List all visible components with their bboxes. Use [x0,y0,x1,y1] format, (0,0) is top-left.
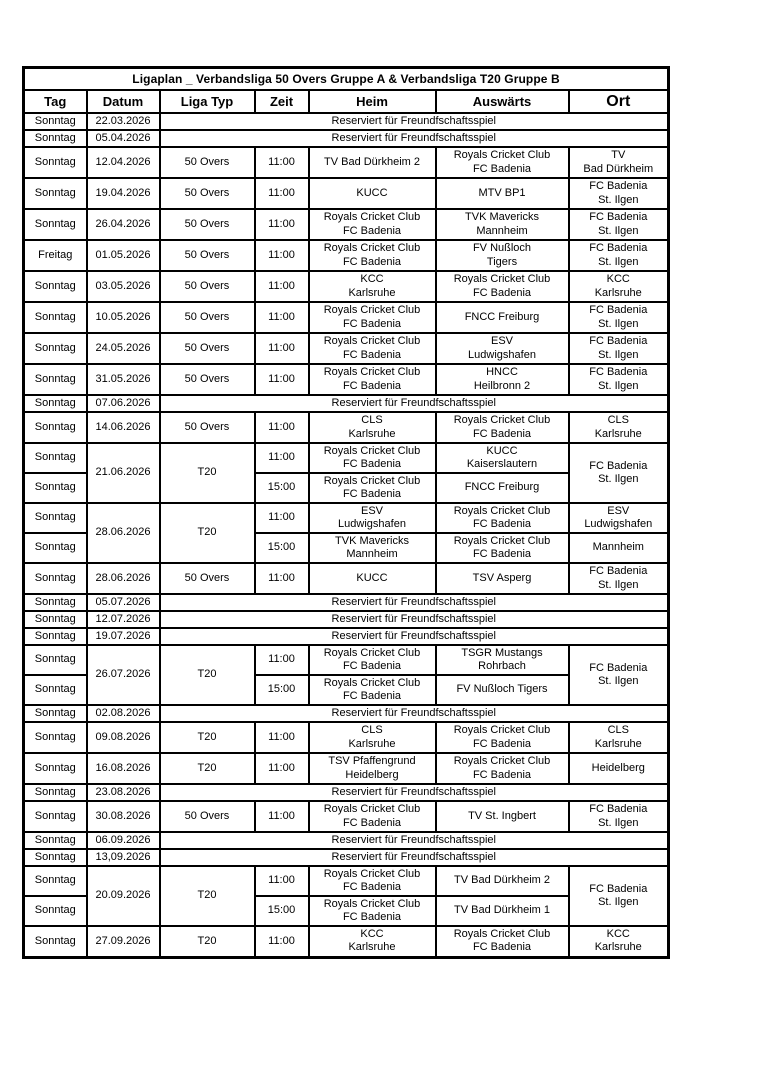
cell-auswaerts: MTV BP1 [436,178,569,209]
cell-datum: 21.06.2026 [87,443,160,503]
cell-datum: 22.03.2026 [87,113,160,130]
cell-datum: 28.06.2026 [87,503,160,563]
cell-tag: Sonntag [24,832,87,849]
table-row [24,240,669,271]
cell-heim: KCC Karlsruhe [309,271,436,302]
cell-heim: Royals Cricket Club FC Badenia [309,866,436,896]
cell-datum: 09.08.2026 [87,722,160,753]
reserved-row [24,611,669,628]
cell-zeit: 11:00 [255,722,309,753]
cell-auswaerts: TV Bad Dürkheim 1 [436,896,569,926]
cell-datum: 10.05.2026 [87,302,160,333]
cell-auswaerts: TV Bad Dürkheim 2 [436,866,569,896]
cell-tag: Sonntag [24,271,87,302]
reserved-row [24,849,669,866]
cell-zeit: 11:00 [255,866,309,896]
cell-zeit: 11:00 [255,333,309,364]
cell-zeit: 11:00 [255,926,309,957]
cell-ort: FC Badenia St. Ilgen [569,563,669,594]
cell-ort: KCC Karlsruhe [569,271,669,302]
cell-auswaerts: FNCC Freiburg [436,302,569,333]
cell-liga-typ: 50 Overs [160,209,255,240]
cell-datum: 01.05.2026 [87,240,160,271]
cell-auswaerts: Royals Cricket Club FC Badenia [436,753,569,784]
cell-tag: Sonntag [24,443,87,473]
cell-auswaerts: FV Nußloch Tigers [436,675,569,705]
cell-ort: KCC Karlsruhe [569,926,669,957]
cell-heim: TVK Mavericks Mannheim [309,533,436,563]
cell-auswaerts: Royals Cricket Club FC Badenia [436,722,569,753]
table-head [24,68,669,114]
cell-zeit: 11:00 [255,364,309,395]
cell-zeit: 11:00 [255,302,309,333]
cell-heim: Royals Cricket Club FC Badenia [309,302,436,333]
cell-datum: 27.09.2026 [87,926,160,957]
cell-heim: TSV Pfaffengrund Heidelberg [309,753,436,784]
cell-tag: Sonntag [24,753,87,784]
column-header-row [24,90,669,113]
cell-datum: 03.05.2026 [87,271,160,302]
cell-heim: Royals Cricket Club FC Badenia [309,801,436,832]
cell-tag: Sonntag [24,594,87,611]
cell-liga-typ: 50 Overs [160,333,255,364]
cell-heim: CLS Karlsruhe [309,722,436,753]
cell-auswaerts: KUCC Kaiserslautern [436,443,569,473]
cell-zeit: 11:00 [255,240,309,271]
table-title: Ligaplan _ Verbandsliga 50 Overs Gruppe A & Verbandsliga T20 Gruppe B [24,68,669,91]
col-header-zeit: Zeit [255,90,309,113]
cell-datum: 05.04.2026 [87,130,160,147]
cell-auswaerts: TSV Asperg [436,563,569,594]
cell-auswaerts: ESV Ludwigshafen [436,333,569,364]
cell-datum: 23.08.2026 [87,784,160,801]
cell-tag: Sonntag [24,302,87,333]
col-header-heim: Heim [309,90,436,113]
cell-datum: 02.08.2026 [87,705,160,722]
table-row [24,412,669,443]
reserved-note-cell: Reserviert für Freundfschaftsspiel [160,395,669,412]
cell-liga-typ: 50 Overs [160,271,255,302]
cell-liga-typ: T20 [160,722,255,753]
cell-tag: Sonntag [24,628,87,645]
cell-liga-typ: 50 Overs [160,801,255,832]
cell-tag: Sonntag [24,645,87,675]
cell-heim: TV Bad Dürkheim 2 [309,147,436,178]
schedule-body [24,113,669,957]
cell-ort: FC Badenia St. Ilgen [569,302,669,333]
cell-tag: Sonntag [24,533,87,563]
cell-ort: FC Badenia St. Ilgen [569,801,669,832]
reserved-note-cell: Reserviert für Freundfschaftsspiel [160,705,669,722]
cell-heim: Royals Cricket Club FC Badenia [309,240,436,271]
cell-heim: KCC Karlsruhe [309,926,436,957]
cell-tag: Sonntag [24,866,87,896]
cell-auswaerts: Royals Cricket Club FC Badenia [436,147,569,178]
cell-ort: Mannheim [569,533,669,563]
cell-datum: 19.04.2026 [87,178,160,209]
reserved-note-cell: Reserviert für Freundfschaftsspiel [160,594,669,611]
cell-datum: 28.06.2026 [87,563,160,594]
cell-heim: Royals Cricket Club FC Badenia [309,364,436,395]
cell-heim: Royals Cricket Club FC Badenia [309,675,436,705]
cell-datum: 20.09.2026 [87,866,160,926]
cell-liga-typ: 50 Overs [160,240,255,271]
cell-heim: KUCC [309,563,436,594]
cell-tag: Sonntag [24,113,87,130]
cell-zeit: 11:00 [255,645,309,675]
cell-datum: 19.07.2026 [87,628,160,645]
reserved-note-cell: Reserviert für Freundfschaftsspiel [160,130,669,147]
cell-auswaerts: TV St. Ingbert [436,801,569,832]
col-header-ort: Ort [569,90,669,113]
table-row [24,563,669,594]
reserved-row [24,594,669,611]
cell-zeit: 11:00 [255,503,309,533]
cell-zeit: 11:00 [255,412,309,443]
cell-tag: Sonntag [24,395,87,412]
cell-datum: 12.07.2026 [87,611,160,628]
cell-ort: FC Badenia St. Ilgen [569,333,669,364]
table-row [24,209,669,240]
cell-ort: Heidelberg [569,753,669,784]
cell-auswaerts: FV Nußloch Tigers [436,240,569,271]
col-header-auswaerts: Auswärts [436,90,569,113]
cell-tag: Sonntag [24,178,87,209]
table-row [24,364,669,395]
cell-ort: FC Badenia St. Ilgen [569,364,669,395]
table-row [24,926,669,957]
cell-auswaerts: HNCC Heilbronn 2 [436,364,569,395]
cell-liga-typ: T20 [160,753,255,784]
cell-zeit: 11:00 [255,178,309,209]
cell-tag: Sonntag [24,705,87,722]
reserved-note-cell: Reserviert für Freundfschaftsspiel [160,849,669,866]
cell-ort: CLS Karlsruhe [569,412,669,443]
cell-liga-typ: 50 Overs [160,412,255,443]
reserved-note-cell: Reserviert für Freundfschaftsspiel [160,611,669,628]
cell-datum: 06.09.2026 [87,832,160,849]
table-row [24,443,669,473]
cell-auswaerts: Royals Cricket Club FC Badenia [436,926,569,957]
cell-tag: Freitag [24,240,87,271]
cell-heim: Royals Cricket Club FC Badenia [309,896,436,926]
cell-heim: Royals Cricket Club FC Badenia [309,209,436,240]
cell-liga-typ: 50 Overs [160,178,255,209]
cell-zeit: 11:00 [255,753,309,784]
table-row [24,645,669,675]
cell-zeit: 11:00 [255,209,309,240]
cell-heim: KUCC [309,178,436,209]
cell-ort: FC Badenia St. Ilgen [569,443,669,503]
cell-zeit: 15:00 [255,473,309,503]
table-row [24,302,669,333]
cell-tag: Sonntag [24,364,87,395]
cell-tag: Sonntag [24,675,87,705]
cell-liga-typ: T20 [160,926,255,957]
table-row [24,722,669,753]
cell-liga-typ: 50 Overs [160,147,255,178]
cell-auswaerts: Royals Cricket Club FC Badenia [436,271,569,302]
cell-tag: Sonntag [24,722,87,753]
table-row [24,333,669,364]
table-row [24,866,669,896]
reserved-note-cell: Reserviert für Freundfschaftsspiel [160,832,669,849]
cell-liga-typ: T20 [160,443,255,503]
cell-tag: Sonntag [24,503,87,533]
reserved-row [24,832,669,849]
reserved-row [24,628,669,645]
reserved-note-cell: Reserviert für Freundfschaftsspiel [160,628,669,645]
cell-heim: Royals Cricket Club FC Badenia [309,473,436,503]
col-header-tag: Tag [24,90,87,113]
cell-auswaerts: Royals Cricket Club FC Badenia [436,533,569,563]
cell-ort: FC Badenia St. Ilgen [569,209,669,240]
cell-liga-typ: T20 [160,866,255,926]
cell-zeit: 15:00 [255,675,309,705]
table-row [24,178,669,209]
cell-datum: 12.04.2026 [87,147,160,178]
cell-datum: 24.05.2026 [87,333,160,364]
cell-zeit: 15:00 [255,533,309,563]
table-row [24,271,669,302]
cell-datum: 26.04.2026 [87,209,160,240]
cell-liga-typ: 50 Overs [160,364,255,395]
cell-auswaerts: Royals Cricket Club FC Badenia [436,412,569,443]
cell-liga-typ: 50 Overs [160,563,255,594]
cell-tag: Sonntag [24,849,87,866]
reserved-note-cell: Reserviert für Freundfschaftsspiel [160,113,669,130]
cell-zeit: 11:00 [255,147,309,178]
cell-tag: Sonntag [24,412,87,443]
reserved-row [24,705,669,722]
cell-heim: Royals Cricket Club FC Badenia [309,443,436,473]
cell-datum: 30.08.2026 [87,801,160,832]
cell-tag: Sonntag [24,563,87,594]
cell-heim: ESV Ludwigshafen [309,503,436,533]
reserved-row [24,130,669,147]
cell-heim: CLS Karlsruhe [309,412,436,443]
cell-auswaerts: FNCC Freiburg [436,473,569,503]
table-row [24,147,669,178]
cell-ort: CLS Karlsruhe [569,722,669,753]
cell-tag: Sonntag [24,801,87,832]
cell-ort: TV Bad Dürkheim [569,147,669,178]
ligaplan-table [22,66,670,959]
cell-ort: FC Badenia St. Ilgen [569,866,669,926]
cell-tag: Sonntag [24,209,87,240]
cell-datum: 26.07.2026 [87,645,160,705]
cell-datum: 31.05.2026 [87,364,160,395]
cell-tag: Sonntag [24,926,87,957]
col-header-liga-typ: Liga Typ [160,90,255,113]
cell-zeit: 11:00 [255,271,309,302]
cell-zeit: 15:00 [255,896,309,926]
cell-tag: Sonntag [24,784,87,801]
reserved-row [24,395,669,412]
cell-ort: ESV Ludwigshafen [569,503,669,533]
reserved-row [24,113,669,130]
table-row [24,503,669,533]
cell-heim: Royals Cricket Club FC Badenia [309,645,436,675]
cell-liga-typ: 50 Overs [160,302,255,333]
cell-datum: 16.08.2026 [87,753,160,784]
cell-datum: 07.06.2026 [87,395,160,412]
cell-liga-typ: T20 [160,503,255,563]
cell-datum: 14.06.2026 [87,412,160,443]
cell-tag: Sonntag [24,130,87,147]
cell-liga-typ: T20 [160,645,255,705]
reserved-note-cell: Reserviert für Freundfschaftsspiel [160,784,669,801]
cell-auswaerts: TSGR Mustangs Rohrbach [436,645,569,675]
cell-datum: 13,09.2026 [87,849,160,866]
table-row [24,801,669,832]
cell-auswaerts: TVK Mavericks Mannheim [436,209,569,240]
cell-auswaerts: Royals Cricket Club FC Badenia [436,503,569,533]
cell-datum: 05.07.2026 [87,594,160,611]
cell-tag: Sonntag [24,473,87,503]
cell-tag: Sonntag [24,147,87,178]
table-row [24,753,669,784]
cell-tag: Sonntag [24,896,87,926]
cell-ort: FC Badenia St. Ilgen [569,645,669,705]
cell-tag: Sonntag [24,611,87,628]
cell-zeit: 11:00 [255,443,309,473]
cell-zeit: 11:00 [255,801,309,832]
cell-heim: Royals Cricket Club FC Badenia [309,333,436,364]
cell-zeit: 11:00 [255,563,309,594]
cell-ort: FC Badenia St. Ilgen [569,240,669,271]
title-row [24,68,669,91]
cell-ort: FC Badenia St. Ilgen [569,178,669,209]
reserved-row [24,784,669,801]
cell-tag: Sonntag [24,333,87,364]
col-header-datum: Datum [87,90,160,113]
